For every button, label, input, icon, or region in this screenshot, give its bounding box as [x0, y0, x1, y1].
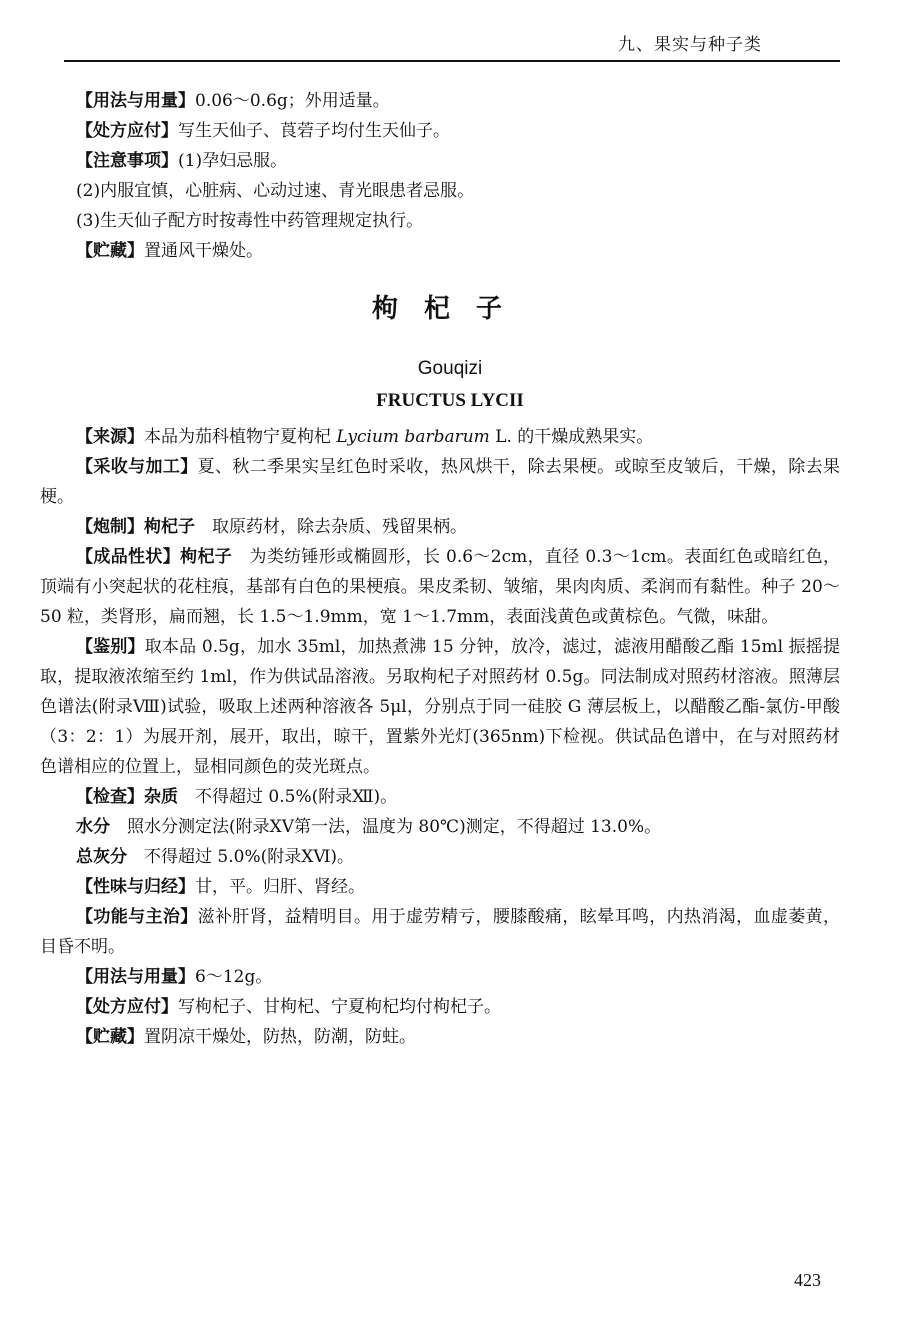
- inspection-item: [40, 812, 840, 842]
- header-rule: [64, 60, 840, 62]
- source-label: 【来源】: [76, 427, 144, 447]
- identification-paragraph: [40, 632, 840, 782]
- inspection-text: 照水分测定法(附录ⅩⅤ第一法，温度为 80℃)测定，不得超过 13.0%。: [110, 817, 662, 837]
- previous-entry-tail: [40, 86, 840, 266]
- usage-label: 【用法与用量】: [76, 91, 195, 111]
- usage-paragraph: [40, 962, 840, 992]
- nature-text: 甘，平。归肝、肾经。: [195, 877, 365, 897]
- processing-term: 枸杞子: [144, 517, 195, 537]
- prescription-label: 【处方应付】: [76, 121, 178, 141]
- usage-text: 6～12g。: [195, 967, 273, 987]
- processing-text: 取原药材，除去杂质、残留果柄。: [195, 517, 467, 537]
- identification-label: 【鉴别】: [76, 637, 145, 657]
- prescription-paragraph: [40, 992, 840, 1022]
- storage-text: 置阴凉干燥处，防热，防潮，防蛀。: [144, 1027, 416, 1047]
- caution-line-text: (2)内服宜慎，心脏病、心动过速、青光眼患者忌服。: [76, 181, 475, 201]
- function-label: 【功能与主治】: [76, 907, 198, 927]
- usage-paragraph: [40, 86, 840, 116]
- storage-text: 置通风干燥处。: [144, 241, 263, 261]
- usage-text: 0.06～0.6g；外用适量。: [195, 91, 390, 111]
- appearance-term: 枸杞子: [180, 547, 233, 567]
- entry-body: [40, 422, 840, 1052]
- caution-line-text: (3)生天仙子配方时按毒性中药管理规定执行。: [76, 211, 424, 231]
- processing-label: 【炮制】: [76, 517, 144, 537]
- page-number: 423: [794, 1270, 821, 1290]
- identification-text: 取本品 0.5g，加水 35ml，加热煮沸 15 分钟，放冷，滤过，滤液用醋酸乙酯 15ml 振摇提取，提取液浓缩至约 1ml，作为供试品溶液。另取枸杞子对照药材 0.5g。同法制成对照药材溶液。照薄层色谱法(附录Ⅷ)试验，吸取上述两种溶液各 5μl，分别点于同一硅胶 G 薄层板上，以醋酸乙酯-氯仿-甲酸（3：2：1）为展开剂，展开，取出，晾干，置紫外光灯(365nm)下检视。供试品色谱中，在与对照药材色谱相应的位置上，显相同颜色的荧光斑点。: [40, 637, 840, 777]
- inspection-item: [40, 842, 840, 872]
- source-text: 本品为茄科植物宁夏枸杞: [144, 427, 337, 447]
- entry-title-text: 枸杞子: [371, 294, 528, 324]
- appearance-text: 为类纺锤形或椭圆形，长 0.6～2cm，直径 0.3～1cm。表面红色或暗红色，顶端有小突起状的花柱痕，基部有白色的果梗痕。果皮柔韧、皱缩，果肉肉质、柔润而有黏性。种子 20～50 粒，类肾形，扁而翘，长 1.5～1.9mm，宽 1～1.7mm，表面浅黄色或黄棕色。气微，味甜。: [40, 547, 841, 627]
- inspection-paragraph: [40, 782, 840, 812]
- caution-line: [40, 206, 840, 236]
- prescription-text: 写枸杞子、甘枸杞、宁夏枸杞均付枸杞子。: [178, 997, 501, 1017]
- inspection-term: 水分: [76, 817, 110, 837]
- entry-title: [40, 288, 860, 325]
- nature-label: 【性味与归经】: [76, 877, 195, 897]
- inspection-term: 总灰分: [76, 847, 127, 867]
- usage-label: 【用法与用量】: [76, 967, 195, 987]
- species-name: Lycium barbarum: [336, 427, 490, 447]
- inspection-text: 不得超过 5.0%(附录ⅩⅥ)。: [127, 847, 355, 867]
- caution-line: [40, 176, 840, 206]
- prescription-paragraph: [40, 116, 840, 146]
- entry-latin-name: FRUCTUS LYCII: [376, 390, 524, 411]
- storage-label: 【贮藏】: [76, 241, 144, 261]
- processing-paragraph: [40, 512, 840, 542]
- running-header: [64, 30, 840, 55]
- storage-paragraph: [40, 1022, 840, 1052]
- inspection-label: 【检查】: [76, 787, 144, 807]
- appearance-label: 【成品性状】: [76, 547, 181, 567]
- inspection-term: 杂质: [144, 787, 178, 807]
- cautions-paragraph: [40, 146, 840, 176]
- prescription-text: 写生天仙子、莨菪子均付生天仙子。: [178, 121, 450, 141]
- caution-line: (1)孕妇忌服。: [178, 151, 288, 171]
- source-paragraph: [40, 422, 840, 452]
- function-paragraph: [40, 902, 840, 962]
- nature-paragraph: [40, 872, 840, 902]
- appearance-paragraph: [40, 542, 840, 632]
- collection-label: 【采收与加工】: [76, 457, 198, 477]
- storage-paragraph: [40, 236, 840, 266]
- function-text: 滋补肝肾，益精明目。用于虚劳精亏，腰膝酸痛，眩晕耳鸣，内热消渴，血虚萎黄，目昏不明。: [40, 907, 841, 957]
- collection-paragraph: [40, 452, 840, 512]
- inspection-text: 不得超过 0.5%(附录Ⅻ)。: [178, 787, 398, 807]
- entry-pinyin: Gouqizi: [417, 358, 483, 379]
- collection-text: 夏、秋二季果实呈红色时采收，热风烘干，除去果梗。或晾至皮皱后，干燥，除去果梗。: [40, 457, 841, 507]
- storage-label: 【贮藏】: [76, 1027, 144, 1047]
- source-text-after: L. 的干燥成熟果实。: [489, 427, 654, 447]
- header-title: 九、果实与种子类: [618, 35, 762, 55]
- cautions-label: 【注意事项】: [76, 151, 178, 171]
- prescription-label: 【处方应付】: [76, 997, 178, 1017]
